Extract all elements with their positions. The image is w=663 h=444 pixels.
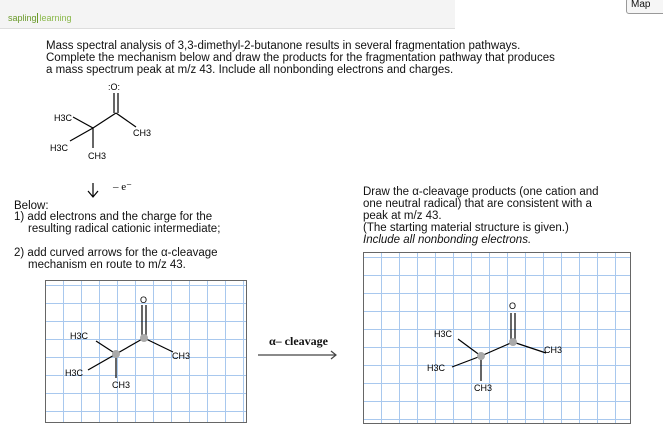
svg-text::O:: :O: — [108, 82, 121, 92]
svg-text:O: O — [140, 295, 148, 305]
sapling-logo: sapling learning — [8, 13, 72, 23]
svg-text:CH3: CH3 — [133, 128, 152, 138]
svg-text:CH3: CH3 — [172, 351, 191, 361]
svg-text:CH3: CH3 — [112, 380, 131, 390]
atom-node — [477, 352, 485, 360]
atom-node — [112, 350, 120, 358]
svg-text:H3C: H3C — [65, 368, 84, 378]
atom-node — [509, 338, 517, 346]
svg-text:O: O — [509, 301, 517, 311]
svg-text:CH3: CH3 — [474, 383, 493, 393]
svg-text:CH3: CH3 — [88, 151, 107, 161]
map-button[interactable]: Map — [626, 0, 663, 14]
svg-text:H3C: H3C — [427, 363, 446, 373]
atom-node — [140, 334, 148, 342]
svg-text:H3C: H3C — [70, 331, 89, 341]
svg-text:CH3: CH3 — [544, 345, 563, 355]
svg-text:H3C: H3C — [54, 113, 73, 123]
alpha-cleavage-arrow: α– cleavage — [256, 334, 341, 360]
svg-text:– e⁻: – e⁻ — [113, 181, 132, 193]
mechanism-canvas[interactable] — [45, 280, 247, 423]
svg-text:H3C: H3C — [434, 329, 453, 339]
products-canvas[interactable] — [363, 252, 631, 424]
svg-text:H3C: H3C — [50, 143, 69, 153]
